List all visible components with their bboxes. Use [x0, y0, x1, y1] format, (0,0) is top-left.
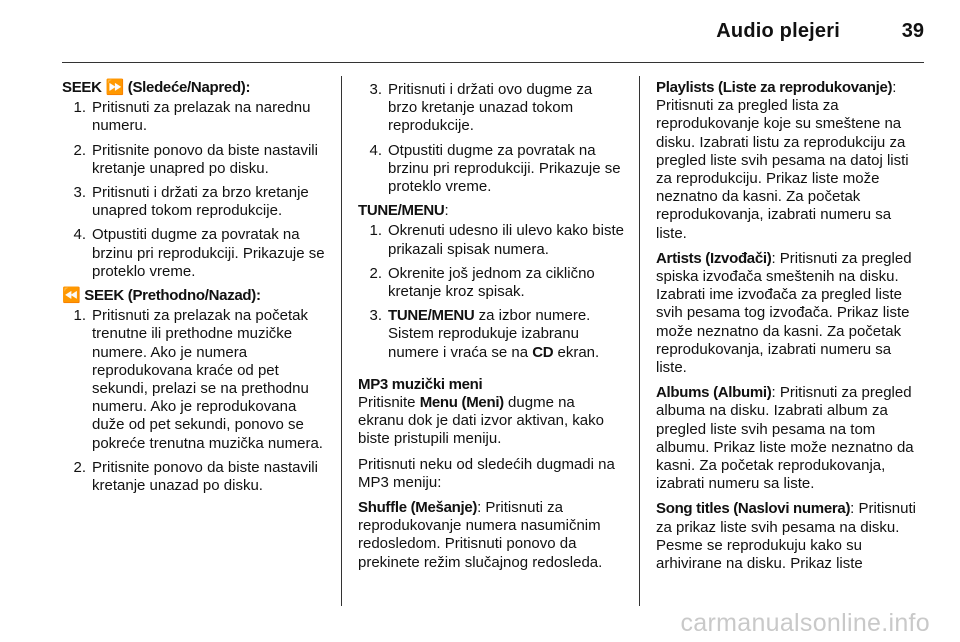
seek-prev-list-continued	[358, 81, 624, 196]
seek-next-list	[62, 99, 326, 281]
list-item: 1. Pritisnuti za prelazak na narednu numeru.	[73, 99, 311, 135]
page-header-title: Audio plejeri	[716, 20, 840, 42]
list-item: 4. Otpustiti dugme za povratak na brzinu pri reprodukciji. Prikazuje se proteklo vreme.	[73, 226, 325, 280]
list-item: 2. Pritisnite ponovo da biste nastavili kretanje unapred po disku.	[73, 141, 318, 177]
page-number: 39	[901, 20, 924, 42]
song-titles-paragraph: Song titles (Naslovi numera): Pritisnuti za prikaz liste svih pesama na disku. Pesme se reprodukuju kako su arhivirane na disku. Prikaz liste	[656, 500, 916, 573]
artists-paragraph: Artists (Izvođači): Pritisnuti za pregled spiska izvođača smeštenih na disku. Izabrati ime izvođača za pregled liste svih pesama tog izvođača. Prikaz liste može neznatno da kasni. Za početak reprodukovanja, izabrati numeru sa liste.	[656, 249, 912, 377]
albums-paragraph: Albums (Albumi): Pritisnuti za pregled albuma na disku. Izabrati album za pregled liste svih pesama na tom albumu. Prikaz liste može neznatno da kasni. Za početak reprodukovanja, izabrati numeru sa liste.	[656, 384, 914, 493]
column-divider-1	[341, 76, 342, 606]
seek-prev-heading: ⏪ SEEK (Prethodno/Nazad):	[62, 287, 261, 305]
column-2	[358, 79, 624, 579]
seek-next-heading: SEEK ⏩ (Sledeće/Napred):	[62, 79, 251, 96]
list-item: 1. Pritisnuti za prelazak na početak trenutne ili prethodne muzičke numere. Ako je numera reprodukovana kraće od pet sekundi, prelazi se na prethodnu numeru. Ako je reprodukovana duže od pet sekundi, ponovo se pokreće trenutna muzička numera.	[73, 307, 323, 452]
list-item: 4. Otpustiti dugme za povratak na brzinu pri reprodukciji. Prikazuje se proteklo vreme.	[369, 141, 621, 196]
mp3-buttons-paragraph: Pritisnuti neku od sledećih dugmadi na MP3 meniju:	[358, 455, 615, 491]
tune-menu-list	[358, 222, 624, 361]
column-3	[656, 79, 926, 580]
list-item: 2. Pritisnite ponovo da biste nastavili kretanje unazad po disku.	[73, 458, 318, 495]
mp3-menu-paragraph: Pritisnite Menu (Meni) dugme na ekranu dok je dati izvor aktivan, kako biste pristupili meniju.	[358, 394, 604, 448]
list-item: 1. Okrenuti udesno ili ulevo kako biste prikazali spisak numera.	[369, 222, 624, 258]
list-item: 3. Pritisnuti i držati za brzo kretanje unapred tokom reprodukcije.	[73, 184, 309, 220]
playlists-paragraph: Playlists (Liste za reprodukovanje): Pritisnuti za pregled lista za reprodukovanje koje su smeštene na disku. Izabrati listu za reprodukciju za pregled liste svih pesama na datoj listi za reprodukciju. Prikaz liste može neznatno da kasni. Za početak reprodukovanja, izabrati numeru sa liste.	[656, 79, 909, 242]
column-divider-2	[639, 76, 640, 606]
list-item: 3. Pritisnuti i držati ovo dugme za brzo kretanje unazad tokom reprodukcije.	[369, 81, 593, 135]
header-rule	[62, 62, 924, 63]
list-item: 2. Okrenite još jednom za ciklično kretanje kroz spisak.	[369, 264, 595, 301]
shuffle-paragraph: Shuffle (Mešanje): Pritisnuti za reprodukovanje numera nasumičnim redosledom. Pritisnuti ponovo da prekinete režim slučajnog redosleda.	[358, 499, 603, 571]
list-item: 3. TUNE/MENU za izbor numere. Sistem reprodukuje izabranu numere i vraća se na CD ekran.	[369, 307, 600, 361]
seek-prev-list	[62, 307, 326, 495]
watermark: carmanualsonline.info	[680, 609, 930, 637]
tune-menu-heading: TUNE/MENU:	[358, 202, 449, 220]
column-1	[62, 79, 326, 501]
mp3-menu-heading: MP3 muzički meni	[358, 375, 483, 393]
